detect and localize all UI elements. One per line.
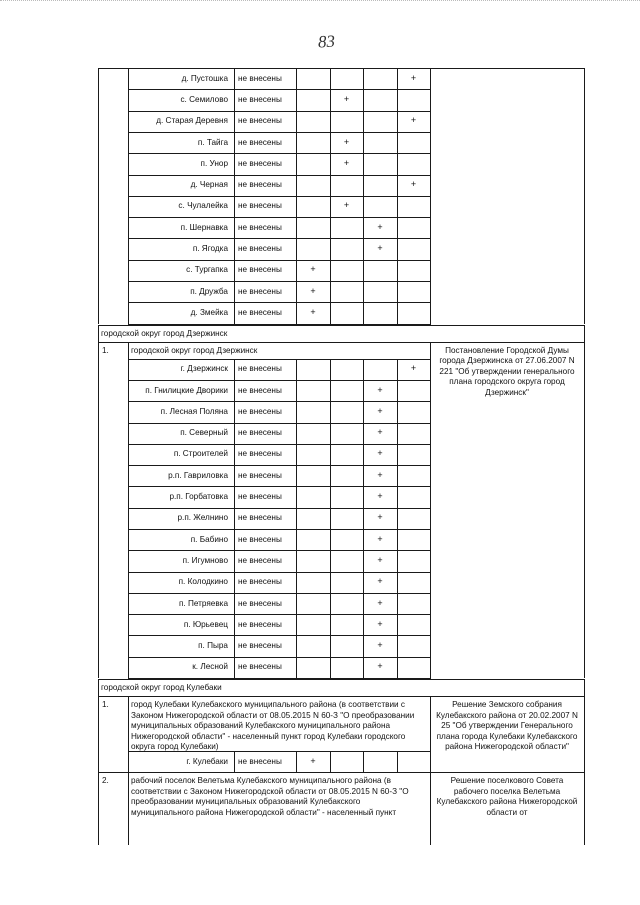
plan-status: не внесены <box>238 244 282 253</box>
plan-status: не внесены <box>238 308 282 317</box>
column-border <box>430 696 431 772</box>
column-border <box>296 751 297 772</box>
row-border <box>128 593 431 594</box>
settlement-name: д. Пустошка <box>181 74 228 83</box>
plan-status: не внесены <box>238 428 282 437</box>
row-border <box>128 508 431 509</box>
plus-mark: + <box>410 73 417 83</box>
table-right-border <box>584 679 585 845</box>
row-border <box>128 380 431 381</box>
plan-status: не внесены <box>238 641 282 650</box>
plus-mark: + <box>410 115 417 125</box>
column-border <box>430 68 431 324</box>
plan-status: не внесены <box>238 223 282 232</box>
plan-status: не внесены <box>238 757 282 766</box>
column-border <box>397 359 398 678</box>
section-header: городской округ город Кулебаки <box>101 683 222 693</box>
plus-mark: + <box>310 756 316 766</box>
decision-text: Решение Земского собрания Кулебакского района от 20.02.2007 N 25 "Об утверждении Генерального плана города Кулебаки Кулебакского района Нижегородской области" <box>436 700 578 752</box>
column-border <box>296 68 297 324</box>
row-border <box>128 196 431 197</box>
plus-mark: + <box>310 286 316 296</box>
plus-mark: + <box>377 448 383 458</box>
plus-mark: + <box>377 534 383 544</box>
plus-mark: + <box>310 307 316 317</box>
settlement-name: г. Кулебаки <box>186 757 228 766</box>
page-number: 83 <box>317 31 336 52</box>
column-border <box>397 68 398 324</box>
settlement-name: п. Петряевка <box>178 599 228 608</box>
column-border <box>330 68 331 324</box>
settlement-name: п. Северный <box>180 428 228 437</box>
section-border <box>98 325 585 326</box>
column-border <box>363 751 364 772</box>
column-border <box>330 751 331 772</box>
table-right-border <box>584 68 585 324</box>
plan-status: не внесены <box>238 407 282 416</box>
plan-status: не внесены <box>238 180 282 189</box>
plan-status: не внесены <box>238 662 282 671</box>
row-border <box>128 529 431 530</box>
plan-status: не внесены <box>238 599 282 608</box>
row-border <box>128 359 431 360</box>
settlement-name: п. Игумново <box>182 556 228 565</box>
settlement-name: р.п. Горбатовка <box>169 492 228 501</box>
section-border <box>98 679 585 680</box>
column-border <box>430 342 431 678</box>
settlement-name: д. Старая Деревня <box>156 116 228 125</box>
column-border <box>128 342 129 678</box>
row-border <box>128 260 431 261</box>
settlement-name: п. Бабино <box>190 535 228 544</box>
municipality-title: город Кулебаки Кулебакского муниципального района (в соответствии с Законом Нижегородской области от 08.05.2015 N 60-З "О преобразовании муниципальных образований Кулебакского муниципального района Нижегородской области" - населенный пункт город Кулебаки городского округа город Кулебаки) <box>131 700 415 752</box>
plan-status: не внесены <box>238 364 282 373</box>
plan-status: не внесены <box>238 74 282 83</box>
column-border <box>128 772 129 845</box>
settlement-name: д. Черная <box>190 180 228 189</box>
row-border <box>128 175 431 176</box>
plus-mark: + <box>377 512 383 522</box>
plus-mark: + <box>377 619 383 629</box>
row-border <box>128 465 431 466</box>
section-border <box>98 342 585 343</box>
row-border <box>128 68 431 69</box>
row-number: 1. <box>102 700 109 710</box>
row-border <box>128 89 431 90</box>
plus-mark: + <box>343 200 350 210</box>
plus-mark: + <box>377 406 383 416</box>
plus-mark: + <box>310 264 316 274</box>
plus-mark: + <box>343 137 350 147</box>
settlement-name: р.п. Желнино <box>177 513 228 522</box>
row-border <box>128 635 431 636</box>
settlement-name: п. Лесная Поляна <box>160 407 228 416</box>
settlement-name: с. Семилово <box>180 95 228 104</box>
row-border <box>128 486 431 487</box>
plus-mark: + <box>410 363 417 373</box>
section-border <box>98 696 585 697</box>
table-left-border <box>98 68 99 324</box>
settlement-name: п. Пыра <box>198 641 228 650</box>
row-border <box>128 444 431 445</box>
plus-mark: + <box>377 661 383 671</box>
plan-status: не внесены <box>238 116 282 125</box>
row-border <box>128 614 431 615</box>
plus-mark: + <box>343 94 350 104</box>
column-border <box>330 359 331 678</box>
settlement-name: п. Унор <box>200 159 228 168</box>
row-border <box>128 132 431 133</box>
plus-mark: + <box>377 576 383 586</box>
plan-status: не внесены <box>238 535 282 544</box>
row-border <box>128 423 431 424</box>
row-border <box>128 572 431 573</box>
column-border <box>234 68 235 324</box>
row-border <box>128 238 431 239</box>
settlement-name: к. Лесной <box>192 662 228 671</box>
settlement-name: с. Тургапка <box>186 265 228 274</box>
column-border <box>363 68 364 324</box>
plan-status: не внесены <box>238 265 282 274</box>
municipality-title: рабочий поселок Велетьма Кулебакского муниципального района (в соответствии с Законом Нижегородской области от 08.05.2015 N 60-З "О преобразовании муниципальных образований Кулебакского муниципального района Нижегородской области" - населенный пункт <box>131 776 409 817</box>
plus-mark: + <box>377 555 383 565</box>
plus-mark: + <box>410 179 417 189</box>
settlement-name: п. Юрьевец <box>183 620 228 629</box>
plan-status: не внесены <box>238 620 282 629</box>
settlement-name: п. Ягодка <box>192 244 228 253</box>
plan-status: не внесены <box>238 159 282 168</box>
plan-status: не внесены <box>238 492 282 501</box>
decision-text: Решение поселкового Совета рабочего поселка Велетьма Кулебакского района Нижегородской области от <box>436 776 578 817</box>
plus-mark: + <box>377 598 383 608</box>
section-header: городской округ город Дзержинск <box>101 328 228 338</box>
row-border <box>128 153 431 154</box>
plan-status: не внесены <box>238 201 282 210</box>
plus-mark: + <box>343 158 350 168</box>
settlement-name: п. Строителей <box>173 449 228 458</box>
table-left-border <box>98 679 99 845</box>
row-border <box>128 657 431 658</box>
row-border <box>128 217 431 218</box>
plan-status: не внесены <box>238 386 282 395</box>
plus-mark: + <box>377 491 383 501</box>
row-border <box>128 281 431 282</box>
row-border <box>128 111 431 112</box>
plan-status: не внесены <box>238 556 282 565</box>
plan-status: не внесены <box>238 449 282 458</box>
column-border <box>234 751 235 772</box>
row-border <box>128 302 431 303</box>
plus-mark: + <box>377 243 383 253</box>
plan-status: не внесены <box>238 95 282 104</box>
row-border <box>128 401 431 402</box>
plan-status: не внесены <box>238 138 282 147</box>
settlement-name: п. Шернавка <box>180 223 228 232</box>
plan-status: не внесены <box>238 471 282 480</box>
settlement-name: п. Тайга <box>197 138 228 147</box>
settlement-name: п. Колодкино <box>178 577 228 586</box>
column-border <box>234 359 235 678</box>
settlement-name: с. Чулалейка <box>178 201 228 210</box>
plan-status: не внесены <box>238 513 282 522</box>
settlement-name: д. Змейка <box>190 308 228 317</box>
plus-mark: + <box>377 427 383 437</box>
table-left-border <box>98 325 99 678</box>
municipality-title: городской округ город Дзержинск <box>131 345 258 355</box>
row-border <box>128 751 431 752</box>
column-border <box>397 751 398 772</box>
table-right-border <box>584 325 585 678</box>
row-number: 2. <box>102 776 109 786</box>
column-border <box>296 359 297 678</box>
decision-text: Постановление Городской Думы города Дзержинска от 27.06.2007 N 221 "Об утверждении генерального плана городского округа город Дзержинск" <box>439 345 575 397</box>
settlement-name: п. Дружба <box>190 287 228 296</box>
plus-mark: + <box>377 222 383 232</box>
plan-status: не внесены <box>238 577 282 586</box>
column-border <box>128 696 129 772</box>
row-border <box>128 550 431 551</box>
column-border <box>430 772 431 845</box>
row-number: 1. <box>102 345 109 355</box>
settlement-name: п. Гнилицкие Дворики <box>145 386 228 395</box>
settlement-name: г. Дзержинск <box>180 364 228 373</box>
plan-status: не внесены <box>238 287 282 296</box>
column-border <box>128 68 129 324</box>
plus-mark: + <box>377 385 383 395</box>
column-border <box>363 359 364 678</box>
section-border <box>98 772 585 773</box>
settlement-name: р.п. Гавриловка <box>168 471 228 480</box>
plus-mark: + <box>377 640 383 650</box>
plus-mark: + <box>377 470 383 480</box>
